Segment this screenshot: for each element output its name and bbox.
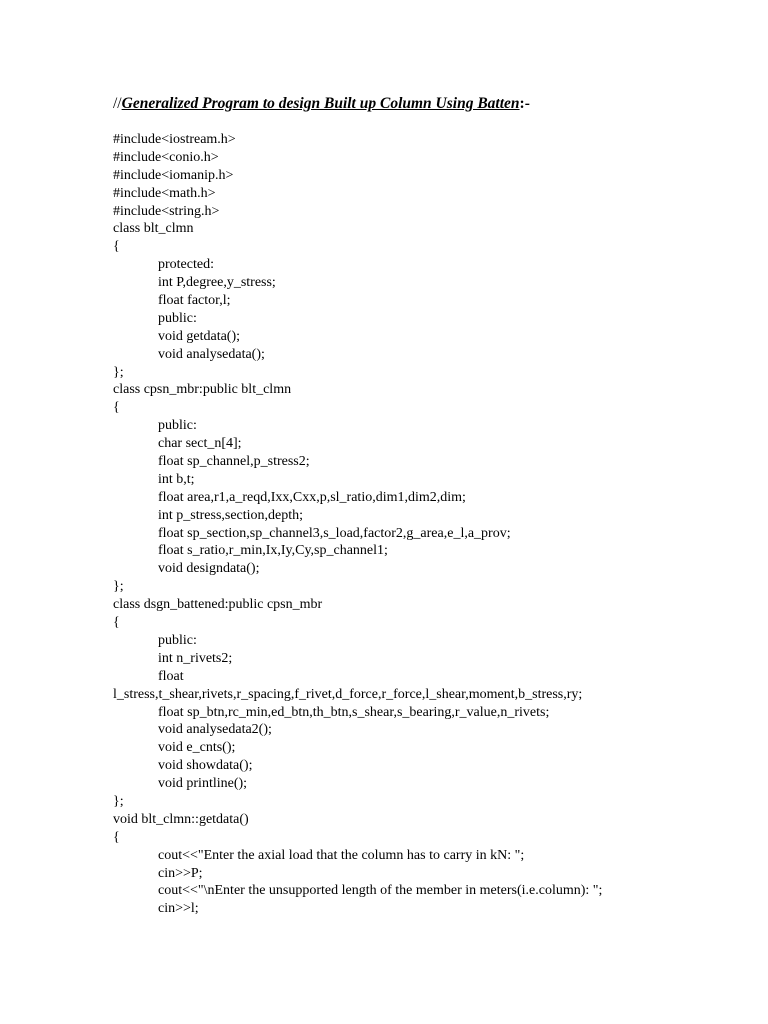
code-line: #include<conio.h> (113, 149, 219, 165)
code-line: int b,t; (158, 471, 195, 487)
code-line: }; (113, 579, 124, 595)
title-comment-prefix: // (113, 95, 122, 112)
code-line: int P,degree,y_stress; (158, 275, 276, 291)
code-line: { (113, 239, 120, 255)
code-line: { (113, 829, 120, 845)
code-line: cin>>l; (158, 901, 199, 917)
code-line: #include<iomanip.h> (113, 167, 234, 183)
code-line: #include<string.h> (113, 203, 220, 219)
code-line: char sect_n[4]; (158, 436, 242, 452)
code-line: int p_stress,section,depth; (158, 507, 304, 523)
code-line: public: (158, 632, 197, 648)
code-line: void showdata(); (158, 758, 253, 774)
code-line: void blt_clmn::getdata() (113, 811, 249, 827)
code-line: { (113, 400, 120, 416)
code-line: void printline(); (158, 776, 248, 792)
code-listing (113, 131, 753, 918)
code-line: cout<<"\nEnter the unsupported length of the member in meters(i.e.column): "; (158, 883, 603, 899)
code-line: public: (158, 418, 197, 434)
code-line: }; (113, 364, 124, 380)
code-line: void analysedata(); (158, 346, 265, 362)
code-line: float s_ratio,r_min,Ix,Iy,Cy,sp_channel1; (158, 543, 388, 559)
code-line: }; (113, 793, 124, 809)
code-line: class blt_clmn (113, 221, 194, 237)
code-line: cin>>P; (158, 865, 203, 881)
code-line: void getdata(); (158, 328, 241, 344)
code-line: float sp_btn,rc_min,ed_btn,th_btn,s_shear,s_bearing,r_value,n_rivets; (158, 704, 550, 720)
code-line: float area,r1,a_reqd,Ixx,Cxx,p,sl_ratio,dim1,dim2,dim; (158, 489, 466, 505)
code-line: float factor,l; (158, 293, 231, 309)
code-line: l_stress,t_shear,rivets,r_spacing,f_rivet,d_force,r_force,l_shear,moment,b_stress,ry; (113, 686, 583, 702)
document-title (113, 94, 530, 114)
code-line: int n_rivets2; (158, 650, 233, 666)
code-line: float sp_section,sp_channel3,s_load,factor2,g_area,e_l,a_prov; (158, 525, 511, 541)
title-text: Generalized Program to design Built up Column Using Batten (121, 95, 520, 112)
code-line: float (158, 668, 184, 684)
code-line: float sp_channel,p_stress2; (158, 454, 310, 470)
code-line: { (113, 615, 120, 631)
code-line: public: (158, 310, 197, 326)
code-line: cout<<"Enter the axial load that the column has to carry in kN: "; (158, 847, 525, 863)
title-suffix: :- (519, 95, 530, 112)
code-line: void e_cnts(); (158, 740, 236, 756)
code-line: void analysedata2(); (158, 722, 272, 738)
code-line: void designdata(); (158, 561, 260, 577)
code-line: protected: (158, 257, 214, 273)
code-line: class dsgn_battened:public cpsn_mbr (113, 597, 323, 613)
code-line: class cpsn_mbr:public blt_clmn (113, 382, 292, 398)
code-line: #include<iostream.h> (113, 132, 236, 147)
code-line: #include<math.h> (113, 185, 216, 201)
